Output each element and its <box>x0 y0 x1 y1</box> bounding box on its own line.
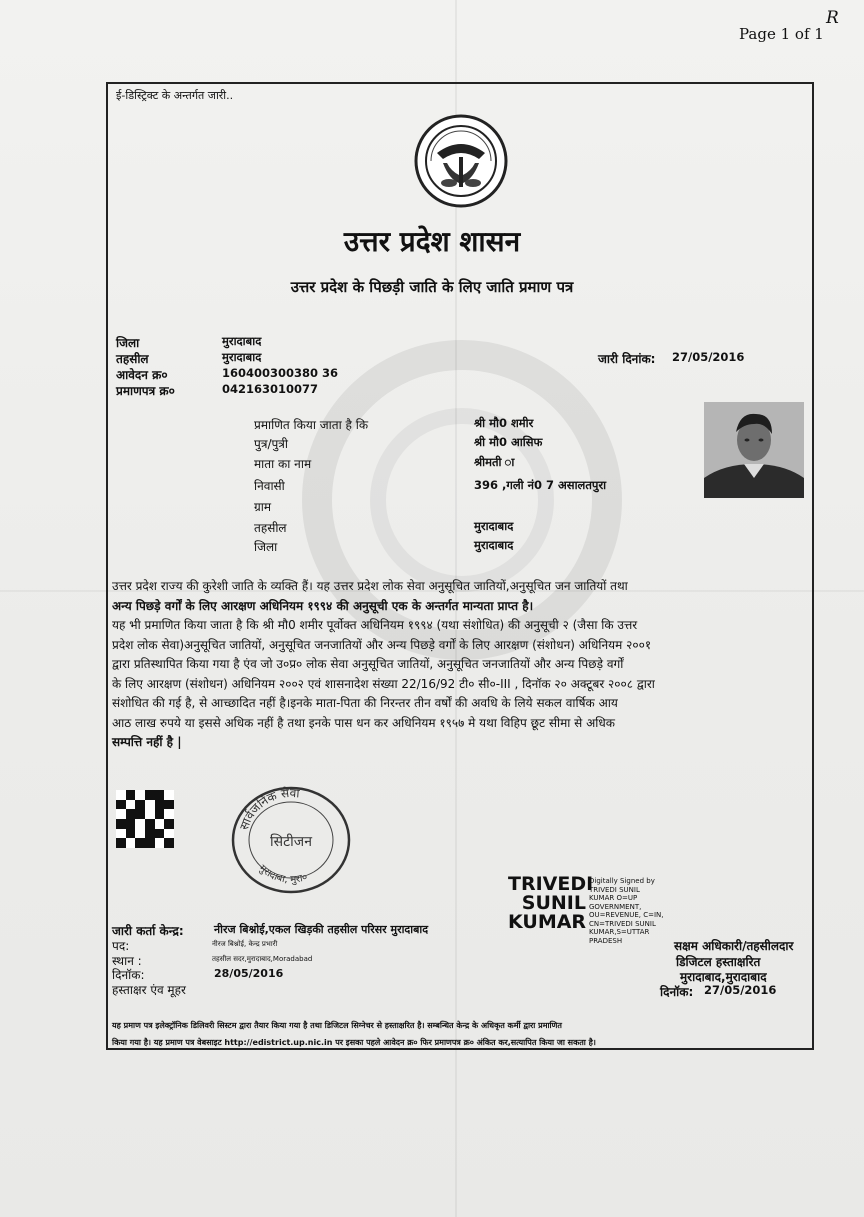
issued-under-note: ई-डिस्ट्रिक्ट के अन्तर्गत जारी.. <box>116 89 234 102</box>
son-daughter-label: पुत्र/पुत्री <box>254 437 289 451</box>
person-photo-icon <box>704 402 804 498</box>
verification-note <box>112 1017 812 1051</box>
certified-label: प्रमाणित किया जाता है कि <box>254 418 369 432</box>
issuing-center-label: जारी कर्ता केन्द्र: <box>112 924 184 938</box>
qr-code-icon <box>116 790 174 848</box>
post-value: नीरज बिश्नोई, केन्द्र प्रभारी <box>212 940 278 948</box>
resident-label: निवासी <box>254 479 285 493</box>
place-value: तहसील सदर,मुरादाबाद,Moradabad <box>212 955 313 963</box>
certificate-number: 042163010077 <box>222 382 319 396</box>
mother-label: माता का नाम <box>254 457 312 471</box>
body-line: आठ लाख रुपये या इससे अधिक नहीं है तथा इनके पास धन कर अधिनियम १९५७ मे यथा विहिप छूट सीमा से अधिक <box>112 715 615 730</box>
signature-name-line: SUNIL <box>521 892 586 914</box>
page-number: Page 1 of 1 <box>739 25 824 43</box>
certificate-body <box>112 577 814 753</box>
issue-date-label: जारी दिनांक: <box>598 352 656 366</box>
round-seal-icon <box>224 782 358 894</box>
detail-district-label: जिला <box>254 540 278 554</box>
certificate-number-label: प्रमाणपत्र क्र० <box>116 384 175 398</box>
authority-title: सक्षम अधिकारी/तहसीलदार <box>674 939 794 953</box>
signature-name-line: KUMAR <box>508 911 587 933</box>
body-line: द्वारा प्रतिस्थापित किया गया है एंव जो उ०प्र० लोक सेवा अनुसूचित जातियों, अनुसूचित जनजातियों और अन्य पिछड़े वर्गों <box>112 657 624 671</box>
mother-name: श्रीमती ा <box>474 455 515 469</box>
detail-tehsil-value: मुरादाबाद <box>474 519 514 533</box>
date-label: दिनॉक: <box>112 968 145 982</box>
post-label: पद: <box>112 939 130 953</box>
handwritten-mark: R <box>826 8 839 28</box>
seal-top-text: सार्वजनिक सेवा <box>236 785 301 832</box>
detail-district-value: मुरादाबाद <box>474 538 514 552</box>
body-line: यह भी प्रमाणित किया जाता है कि श्री मौ0 शमीर पूर्वोक्त अधिनियम १९९४ (यथा संशोधित) की अनुसूची २ (जैसा कि उत्तर <box>112 618 638 632</box>
place-label: स्थान : <box>112 954 142 968</box>
body-line: संशोधित की गई है, से आच्छादित नहीं है।इनके माता-पिता की निरन्तर तीन वर्षों की अवधि के लिये सकल वार्षिक आय <box>112 696 618 710</box>
authority-date: 27/05/2016 <box>704 983 777 997</box>
village-label: ग्राम <box>254 500 272 514</box>
digital-signature-details: Digitally Signed by TRIVEDI SUNIL KUMAR O=UP GOVERNMENT, OU=REVENUE, C=IN, CN=TRIVEDI SUNIL KUMAR,S=UTTAR PRADESH <box>589 877 664 945</box>
body-line: सम्पत्ति नहीं है | <box>112 735 182 749</box>
body-line: अन्य पिछड़े वर्गों के लिए आरक्षण अधिनियम १९९४ की अनुसूची एक के अन्तर्गत मान्यता प्राप्त है। <box>112 598 534 613</box>
resident-address: 396 ,गली नं0 7 असालतपुरा <box>474 478 607 492</box>
up-government-emblem-icon <box>413 113 509 209</box>
applicant-name: श्री मौ0 शमीर <box>474 416 534 430</box>
district-label: जिला <box>116 336 140 350</box>
application-number: 160400300380 36 <box>222 366 339 380</box>
authority-date-label: दिनॉक: <box>660 985 694 999</box>
application-number-label: आवेदन क्र० <box>116 368 168 382</box>
digital-signature-name <box>508 873 594 933</box>
signature-seal-label: हस्ताक्षर एंव मूहर <box>112 983 186 997</box>
applicant-photo <box>704 402 804 498</box>
footer-line: किया गया है। यह प्रमाण पत्र वेबसाइट http://edistrict.up.nic.in पर इसका पहले आवेदन क्र० फिर प्रमाणपत्र क्र० अंकित कर,सत्यापित किया जा सकता है। <box>112 1038 596 1047</box>
center-date: 28/05/2016 <box>214 967 284 980</box>
signature-name-line: TRIVEDI <box>508 873 594 895</box>
district-value: मुरादाबाद <box>222 334 262 348</box>
issuing-center-value: नीरज बिश्नोई,एकल खिड़की तहसील परिसर मुरादाबाद <box>214 923 429 936</box>
issue-date: 27/05/2016 <box>672 350 745 364</box>
authority-location: मुरादाबाद,मुरादाबाद <box>680 970 767 984</box>
detail-tehsil-label: तहसील <box>254 521 287 535</box>
certificate-subtitle: उत्तर प्रदेश के पिछड़ी जाति के लिए जाति प्रमाण पत्र <box>290 278 574 296</box>
body-line: उत्तर प्रदेश राज्य की कुरेशी जाति के व्यक्ति हैं। यह उत्तर प्रदेश लोक सेवा अनुसूचित जातियों,अनुसूचित जन जातियों तथा <box>112 579 628 593</box>
seal-bottom-text: मुरादाबा, मुरा० <box>256 863 309 886</box>
footer-line: यह प्रमाण पत्र इलेक्ट्रॉनिक डिलिवरी सिस्टम द्वारा तैयार किया गया है तथा डिजिटल सिग्नेचर से हस्ताक्षरित है। सम्बन्धित केन्द्र के अधिकृत कर्मी द्वारा प्रमाणित <box>112 1021 562 1030</box>
tehsil-value: मुरादाबाद <box>222 350 262 364</box>
body-line: प्रदेश लोक सेवा)अनुसूचित जातियों, अनुसूचित जनजातियों और अन्य पिछड़े वर्गों के लिए आरक्षण (संशोधन) अधिनियम २००१ <box>112 637 652 652</box>
digitally-signed-text: डिजिटल हस्ताक्षरित <box>676 955 761 969</box>
father-name: श्री मौ0 आसिफ <box>474 435 543 449</box>
seal-center-text: सिटीजन <box>270 834 312 850</box>
body-line: के लिए आरक्षण (संशोधन) अधिनियम २००२ एवं शासनादेश संख्या 22/16/92 टी० सी०-III , दिनॉक २० अक्टूबर २००८ द्वारा <box>112 676 655 691</box>
certificate-title: उत्तर प्रदेश शासन <box>343 225 521 258</box>
tehsil-label: तहसील <box>116 352 149 366</box>
